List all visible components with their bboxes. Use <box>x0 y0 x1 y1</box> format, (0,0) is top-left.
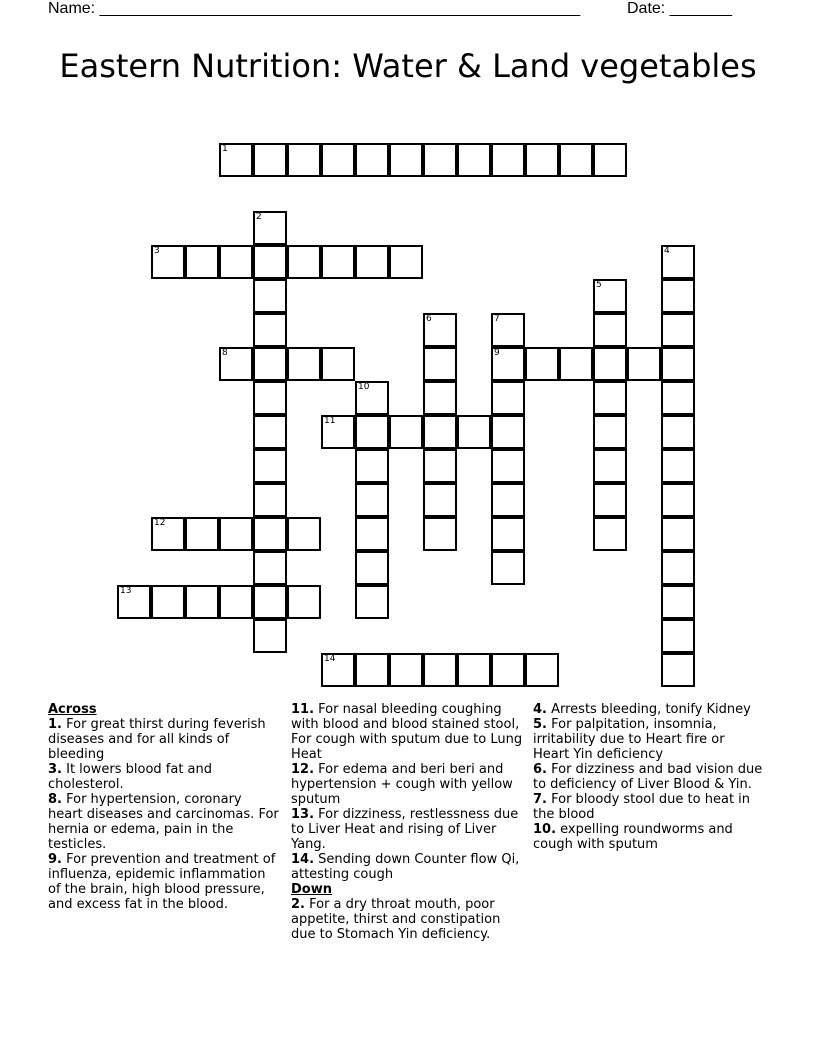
grid-cell[interactable] <box>559 143 593 177</box>
clue-number: 12 <box>154 518 166 528</box>
grid-cell[interactable] <box>253 143 287 177</box>
grid-cell[interactable] <box>593 449 627 483</box>
grid-cell[interactable] <box>661 483 695 517</box>
grid-cell[interactable] <box>389 415 423 449</box>
clue-item-text: For a dry throat mouth, poor appetite, thirst and constipation due to Stomach Yin deficiency. <box>291 897 501 942</box>
grid-cell[interactable] <box>423 381 457 415</box>
grid-cell[interactable] <box>457 653 491 687</box>
grid-cell[interactable] <box>321 653 355 687</box>
grid-cell[interactable] <box>389 653 423 687</box>
grid-cell[interactable] <box>661 279 695 313</box>
clue-item <box>533 717 763 762</box>
clue-item-number: 9. <box>48 852 62 867</box>
grid-cell[interactable] <box>457 143 491 177</box>
grid-cell[interactable] <box>423 653 457 687</box>
grid-cell[interactable] <box>661 619 695 653</box>
clue-item-number: 1. <box>48 717 62 732</box>
grid-cell[interactable] <box>491 449 525 483</box>
clue-item-number: 4. <box>533 702 547 717</box>
clue-item <box>533 822 763 852</box>
clues-column-3 <box>533 702 763 852</box>
grid-cell[interactable] <box>423 517 457 551</box>
grid-cell[interactable] <box>253 517 287 551</box>
name-line[interactable]: Name: ______________________________________________________ <box>48 0 581 17</box>
clue-item <box>533 702 763 717</box>
clue-item-text: It lowers blood fat and cholesterol. <box>48 762 213 792</box>
clue-item <box>291 852 523 882</box>
grid-cell[interactable] <box>287 347 321 381</box>
clue-number: 1 <box>222 144 228 154</box>
grid-cell[interactable] <box>491 381 525 415</box>
grid-cell[interactable] <box>117 585 151 619</box>
clue-item-text: Arrests bleeding, tonify Kidney <box>546 702 751 717</box>
clue-number: 14 <box>324 654 336 664</box>
clue-item-number: 7. <box>533 792 547 807</box>
grid-cell[interactable] <box>355 483 389 517</box>
down-clue-list <box>291 897 523 942</box>
clue-number: 3 <box>154 246 160 256</box>
grid-cell[interactable] <box>661 585 695 619</box>
clue-item <box>533 762 763 792</box>
clue-item-text: For hypertension, coronary heart diseases and carcinomas. For hernia or edema, pain in the testicles. <box>48 792 279 852</box>
across-heading: Across <box>48 702 97 717</box>
clue-item <box>291 762 523 807</box>
grid-cell[interactable] <box>389 143 423 177</box>
grid-cell[interactable] <box>491 551 525 585</box>
grid-cell[interactable] <box>253 245 287 279</box>
down-clue-list-continued <box>533 702 763 852</box>
clue-item <box>48 792 280 852</box>
grid-cell[interactable] <box>355 245 389 279</box>
clue-item <box>48 852 280 912</box>
grid-cell[interactable] <box>253 449 287 483</box>
clue-item-text: For dizziness and bad vision due to deficiency of Liver Blood & Yin. <box>533 762 763 792</box>
grid-cell[interactable] <box>491 313 525 347</box>
grid-cell[interactable] <box>253 211 287 245</box>
grid-cell[interactable] <box>423 143 457 177</box>
grid-cell[interactable] <box>491 143 525 177</box>
clue-number: 2 <box>256 212 262 222</box>
clue-item-text: For nasal bleeding coughing with blood and blood stained stool, For cough with sputum due to Lung Heat <box>291 702 523 762</box>
grid-cell[interactable] <box>525 143 559 177</box>
clue-item-number: 14. <box>291 852 315 867</box>
grid-cell[interactable] <box>253 483 287 517</box>
clue-item-text: For bloody stool due to heat in the blood <box>533 792 751 822</box>
grid-cell[interactable] <box>287 585 321 619</box>
grid-cell[interactable] <box>151 245 185 279</box>
grid-cell[interactable] <box>355 381 389 415</box>
clue-item-number: 6. <box>533 762 547 777</box>
clues-column-2 <box>291 702 523 942</box>
grid-cell[interactable] <box>491 483 525 517</box>
grid-cell[interactable] <box>593 279 627 313</box>
grid-cell[interactable] <box>423 449 457 483</box>
grid-cell[interactable] <box>253 619 287 653</box>
grid-cell[interactable] <box>593 381 627 415</box>
grid-cell[interactable] <box>627 347 661 381</box>
clue-item-number: 2. <box>291 897 305 912</box>
grid-cell[interactable] <box>661 517 695 551</box>
clue-item-number: 13. <box>291 807 315 822</box>
grid-cell[interactable] <box>355 585 389 619</box>
grid-cell[interactable] <box>661 245 695 279</box>
clues-column-1 <box>48 702 280 912</box>
grid-cell[interactable] <box>253 585 287 619</box>
down-heading: Down <box>291 882 332 897</box>
grid-cell[interactable] <box>423 483 457 517</box>
grid-cell[interactable] <box>661 347 695 381</box>
clue-item-text: For dizziness, restlessness due to Liver Heat and rising of Liver Yang. <box>291 807 519 852</box>
clue-number: 10 <box>358 382 370 392</box>
clue-item <box>48 717 280 762</box>
clue-item-text: For palpitation, insomnia, irritability due to Heart fire or Heart Yin deficiency <box>533 717 725 762</box>
grid-cell[interactable] <box>253 313 287 347</box>
grid-cell[interactable] <box>491 653 525 687</box>
clue-item-number: 3. <box>48 762 62 777</box>
grid-cell[interactable] <box>287 143 321 177</box>
grid-cell[interactable] <box>253 381 287 415</box>
grid-cell[interactable] <box>321 143 355 177</box>
clue-item <box>291 807 523 852</box>
grid-cell[interactable] <box>593 143 627 177</box>
clue-number: 11 <box>324 416 336 426</box>
grid-cell[interactable] <box>219 347 253 381</box>
grid-cell[interactable] <box>593 313 627 347</box>
grid-cell[interactable] <box>661 653 695 687</box>
date-line[interactable]: Date: _______ <box>627 0 732 17</box>
clue-item-number: 11. <box>291 702 315 717</box>
grid-cell[interactable] <box>253 347 287 381</box>
grid-cell[interactable] <box>185 585 219 619</box>
clue-number: 7 <box>494 314 500 324</box>
clue-number: 9 <box>494 348 500 358</box>
clue-number: 8 <box>222 348 228 358</box>
grid-cell[interactable] <box>219 517 253 551</box>
grid-cell[interactable] <box>491 347 525 381</box>
grid-cell[interactable] <box>491 517 525 551</box>
grid-cell[interactable] <box>559 347 593 381</box>
grid-cell[interactable] <box>321 347 355 381</box>
grid-cell[interactable] <box>287 245 321 279</box>
grid-cell[interactable] <box>525 653 559 687</box>
clue-item-number: 5. <box>533 717 547 732</box>
grid-cell[interactable] <box>491 415 525 449</box>
grid-cell[interactable] <box>151 585 185 619</box>
clue-number: 5 <box>596 280 602 290</box>
grid-cell[interactable] <box>321 415 355 449</box>
clue-item-number: 10. <box>533 822 557 837</box>
across-clue-list <box>48 717 280 912</box>
grid-cell[interactable] <box>423 415 457 449</box>
grid-cell[interactable] <box>593 517 627 551</box>
clue-item-number: 8. <box>48 792 62 807</box>
grid-cell[interactable] <box>355 415 389 449</box>
clue-item <box>291 897 523 942</box>
clue-item-text: For great thirst during feverish diseases and for all kinds of bleeding <box>48 717 266 762</box>
grid-cell[interactable] <box>253 551 287 585</box>
grid-cell[interactable] <box>219 245 253 279</box>
grid-cell[interactable] <box>661 415 695 449</box>
grid-cell[interactable] <box>525 347 559 381</box>
clue-item-number: 12. <box>291 762 315 777</box>
grid-cell[interactable] <box>661 449 695 483</box>
grid-cell[interactable] <box>185 245 219 279</box>
grid-cell[interactable] <box>355 551 389 585</box>
grid-cell[interactable] <box>321 245 355 279</box>
clue-item <box>48 762 280 792</box>
grid-cell[interactable] <box>661 551 695 585</box>
clue-item-text: For prevention and treatment of influenza, epidemic inflammation of the brain, high blood pressure, and excess fat in the blood. <box>48 852 276 912</box>
clue-number: 6 <box>426 314 432 324</box>
grid-cell[interactable] <box>457 415 491 449</box>
grid-cell[interactable] <box>593 347 627 381</box>
page-title: Eastern Nutrition: Water & Land vegetables <box>59 47 757 85</box>
grid-cell[interactable] <box>355 143 389 177</box>
grid-cell[interactable] <box>287 517 321 551</box>
clue-item <box>291 702 523 762</box>
grid-cell[interactable] <box>593 415 627 449</box>
grid-cell[interactable] <box>355 449 389 483</box>
grid-cell[interactable] <box>219 585 253 619</box>
grid-cell[interactable] <box>355 517 389 551</box>
grid-cell[interactable] <box>185 517 219 551</box>
grid-cell[interactable] <box>389 245 423 279</box>
grid-cell[interactable] <box>355 653 389 687</box>
grid-cell[interactable] <box>593 483 627 517</box>
clue-item-text: expelling roundworms and cough with sputum <box>533 822 733 852</box>
clue-item-text: Sending down Counter flow Qi, attesting cough <box>291 852 520 882</box>
grid-cell[interactable] <box>253 279 287 313</box>
grid-cell[interactable] <box>219 143 253 177</box>
grid-cell[interactable] <box>661 313 695 347</box>
grid-cell[interactable] <box>253 415 287 449</box>
grid-cell[interactable] <box>423 347 457 381</box>
clue-number: 13 <box>120 586 132 596</box>
across-clue-list-continued <box>291 702 523 882</box>
grid-cell[interactable] <box>423 313 457 347</box>
grid-cell[interactable] <box>151 517 185 551</box>
grid-cell[interactable] <box>661 381 695 415</box>
clue-item-text: For edema and beri beri and hypertension + cough with yellow sputum <box>291 762 513 807</box>
clue-number: 4 <box>664 246 670 256</box>
clue-item <box>533 792 763 822</box>
